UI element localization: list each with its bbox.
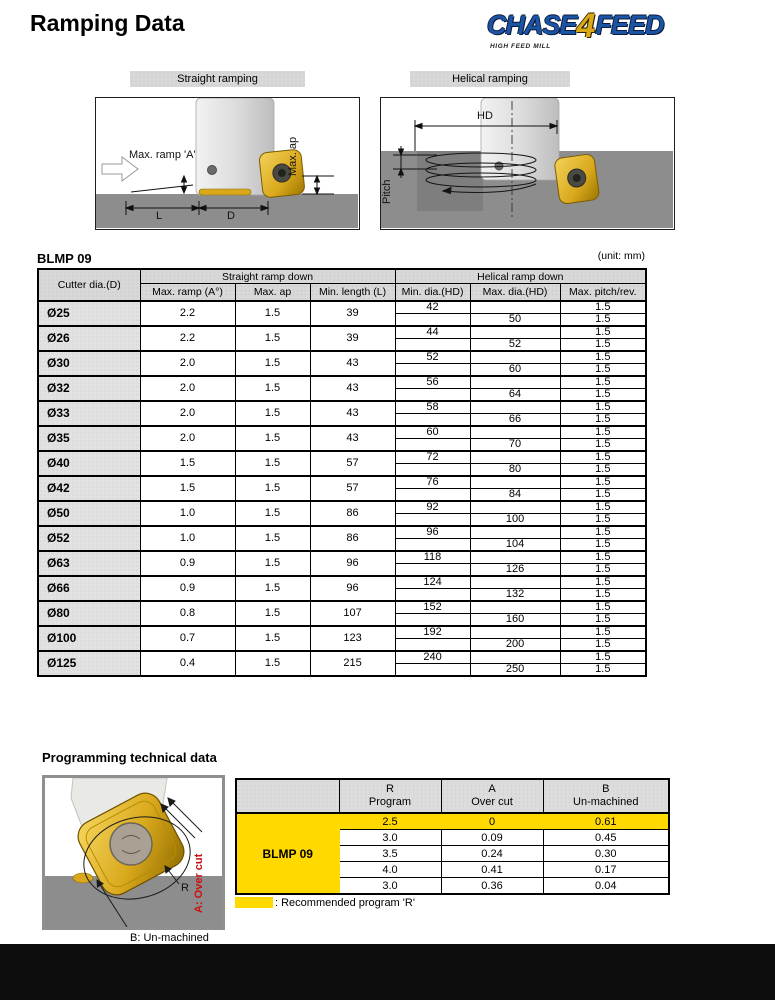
table-cell: 1.5 <box>560 589 646 602</box>
table-cell: 1.5 <box>235 451 310 476</box>
table-cell: 1.5 <box>235 526 310 551</box>
table-cell: 66 <box>470 414 560 427</box>
table-cell: 1.5 <box>235 301 310 326</box>
table-cell: 0 <box>441 813 543 830</box>
table-cell <box>395 414 470 427</box>
table-cell: 1.5 <box>560 489 646 502</box>
table-cell: Ø42 <box>38 476 140 501</box>
table-cell: 1.5 <box>235 576 310 601</box>
table-row <box>38 551 646 564</box>
overcut-annotation: A: Over cut <box>193 853 205 913</box>
table-row <box>38 426 646 439</box>
table-row <box>38 601 646 614</box>
table-cell: 0.45 <box>543 830 669 846</box>
table-header-row <box>38 269 646 284</box>
table-cell: 1.5 <box>560 651 646 664</box>
table-cell: 44 <box>395 326 470 339</box>
table-cell: 0.9 <box>140 576 235 601</box>
table-cell: 1.5 <box>235 626 310 651</box>
table-cell <box>395 489 470 502</box>
table-cell: 1.5 <box>560 389 646 402</box>
table-cell: 96 <box>310 576 395 601</box>
table-cell: 1.5 <box>560 626 646 639</box>
table-cell: 160 <box>470 614 560 627</box>
table-caption <box>37 250 645 266</box>
unmachined-annotation: B: Un-machined <box>130 932 209 944</box>
table-cell <box>470 301 560 314</box>
table-cell: 1.5 <box>560 301 646 314</box>
table-cell: 1.5 <box>560 464 646 477</box>
table-cell: Ø63 <box>38 551 140 576</box>
table-cell: 92 <box>395 501 470 514</box>
table-cell: 240 <box>395 651 470 664</box>
table-cell: 57 <box>310 451 395 476</box>
table-cell <box>395 389 470 402</box>
table-cell: 1.5 <box>235 551 310 576</box>
max-ramp-annotation: Max. ramp 'A' <box>129 149 196 161</box>
table-cell: 0.09 <box>441 830 543 846</box>
table-cell: 43 <box>310 376 395 401</box>
table-row <box>38 401 646 414</box>
logo-text-chase: CHASE <box>487 10 577 40</box>
table-cell: 1.5 <box>140 451 235 476</box>
table-row <box>236 813 669 830</box>
table-cell <box>470 601 560 614</box>
table-header-row <box>236 779 669 813</box>
table-cell: 1.5 <box>560 314 646 327</box>
table-cell: 80 <box>470 464 560 477</box>
table-cell: 1.5 <box>560 539 646 552</box>
table-cell: 3.5 <box>339 846 441 862</box>
table-cell: 52 <box>395 351 470 364</box>
max-ap-annotation: Max. ap <box>287 136 299 176</box>
table-row <box>38 651 646 664</box>
table-cell <box>395 564 470 577</box>
r-annotation: R <box>181 882 189 894</box>
table-cell: 39 <box>310 326 395 351</box>
table-cell <box>395 664 470 677</box>
table-cell: 72 <box>395 451 470 464</box>
table-cell <box>395 439 470 452</box>
table-cell <box>470 576 560 589</box>
col-header-cutter-dia: Cutter dia.(D) <box>38 269 140 301</box>
cutting-insert <box>554 153 600 204</box>
table-cell: 1.5 <box>235 351 310 376</box>
table-cell <box>470 551 560 564</box>
recommended-legend <box>235 897 415 909</box>
ramping-data-table <box>37 268 647 677</box>
bottom-insert <box>199 189 251 195</box>
table-cell: 0.8 <box>140 601 235 626</box>
table-cell: 1.5 <box>560 426 646 439</box>
table-cell: 107 <box>310 601 395 626</box>
table-cell: 84 <box>470 489 560 502</box>
table-cell: 1.5 <box>560 514 646 527</box>
table-cell: 2.2 <box>140 301 235 326</box>
table-cell: 50 <box>470 314 560 327</box>
table-cell: 250 <box>470 664 560 677</box>
table-cell: 132 <box>470 589 560 602</box>
header-line: Program <box>368 796 412 808</box>
header-line: R <box>386 783 394 795</box>
table-cell: 1.5 <box>235 501 310 526</box>
table-cell: 192 <box>395 626 470 639</box>
table-cell: 1.5 <box>560 339 646 352</box>
table-cell <box>470 501 560 514</box>
table-cell <box>470 526 560 539</box>
group-header-straight: Straight ramp down <box>140 269 395 284</box>
table-row <box>38 626 646 639</box>
table-cell: 57 <box>310 476 395 501</box>
straight-ramping-label: Straight ramping <box>130 71 305 87</box>
table-cell: 1.5 <box>235 651 310 676</box>
table-row <box>38 326 646 339</box>
straight-ramping-drawing <box>96 98 358 228</box>
table-cell: 1.5 <box>560 639 646 652</box>
clamp-screw <box>208 166 217 175</box>
legend-text: : Recommended program 'R' <box>275 897 415 909</box>
table-cell <box>395 514 470 527</box>
programming-section-heading: Programming technical data <box>42 750 217 765</box>
table-cell: 1.5 <box>235 601 310 626</box>
table-cell: 1.5 <box>560 326 646 339</box>
table-cell: 43 <box>310 401 395 426</box>
table-cell: Ø66 <box>38 576 140 601</box>
table-row <box>38 501 646 514</box>
table-cell <box>470 376 560 389</box>
table-cell: 0.41 <box>441 862 543 878</box>
header-line: Un-machined <box>573 796 639 808</box>
logo-text-feed: FEED <box>595 10 664 40</box>
programming-diagram <box>42 775 225 930</box>
table-cell: 1.5 <box>560 351 646 364</box>
table-cell: 96 <box>310 551 395 576</box>
table-cell: 39 <box>310 301 395 326</box>
straight-ramping-diagram <box>95 97 360 230</box>
table-cell: 2.0 <box>140 351 235 376</box>
table-cell: 0.36 <box>441 878 543 895</box>
table-cell <box>470 626 560 639</box>
col-header-r-program <box>339 779 441 813</box>
table-cell: 100 <box>470 514 560 527</box>
table-cell: 2.2 <box>140 326 235 351</box>
table-cell: 152 <box>395 601 470 614</box>
group-header-helical: Helical ramp down <box>395 269 646 284</box>
table-cell: 124 <box>395 576 470 589</box>
table-row <box>38 451 646 464</box>
table-cell: 64 <box>470 389 560 402</box>
table-cell <box>470 476 560 489</box>
table-cell: 1.5 <box>560 664 646 677</box>
table-cell: Ø32 <box>38 376 140 401</box>
table-cell: 1.5 <box>560 526 646 539</box>
table-cell: 1.5 <box>560 451 646 464</box>
table-cell <box>395 589 470 602</box>
table-cell: Ø100 <box>38 626 140 651</box>
table-cell: 0.24 <box>441 846 543 862</box>
pitch-annotation: Pitch <box>381 179 393 204</box>
table-row <box>38 476 646 489</box>
col-header-max-ramp: Max. ramp (A°) <box>140 284 235 302</box>
table-cell <box>470 451 560 464</box>
table-cell: 2.5 <box>339 813 441 830</box>
table-cell <box>395 464 470 477</box>
table-cell: 126 <box>470 564 560 577</box>
helical-ramping-diagram <box>380 97 675 230</box>
table-cell: 1.5 <box>560 376 646 389</box>
col-header-max-pitch: Max. pitch/rev. <box>560 284 646 302</box>
table-cell: 200 <box>470 639 560 652</box>
header-line: A <box>488 783 496 795</box>
d-annotation: D <box>227 210 235 222</box>
table-cell: 52 <box>470 339 560 352</box>
table-cell: 118 <box>395 551 470 564</box>
table-cell: 60 <box>395 426 470 439</box>
table-cell <box>470 651 560 664</box>
table-cell: 60 <box>470 364 560 377</box>
table-cell: Ø40 <box>38 451 140 476</box>
table-cell: 4.0 <box>339 862 441 878</box>
table-cell: 3.0 <box>339 878 441 895</box>
table-cell: 0.7 <box>140 626 235 651</box>
table-cell: 1.0 <box>140 526 235 551</box>
table-cell: 43 <box>310 351 395 376</box>
table-cell: 1.5 <box>560 576 646 589</box>
chase4feed-logo <box>487 9 663 51</box>
header-line: Over cut <box>471 796 513 808</box>
table-cell: 1.5 <box>560 551 646 564</box>
table-cell <box>395 614 470 627</box>
table-cell: 0.61 <box>543 813 669 830</box>
table-cell: 0.04 <box>543 878 669 895</box>
table-cell <box>395 364 470 377</box>
table-cell: Ø80 <box>38 601 140 626</box>
insert-screw-hole <box>110 823 152 865</box>
table-cell <box>395 314 470 327</box>
table-cell: 0.9 <box>140 551 235 576</box>
table-cell: Ø125 <box>38 651 140 676</box>
table-cell <box>470 401 560 414</box>
table-cell: 43 <box>310 426 395 451</box>
col-header-empty <box>236 779 339 813</box>
table-cell <box>470 426 560 439</box>
max-ap-dimension <box>302 176 334 194</box>
col-header-min-dia: Min. dia.(HD) <box>395 284 470 302</box>
table-cell: Ø50 <box>38 501 140 526</box>
table-cell: 0.30 <box>543 846 669 862</box>
table-cell: 42 <box>395 301 470 314</box>
table-cell: 0.4 <box>140 651 235 676</box>
table-cell: 1.5 <box>560 364 646 377</box>
table-cell <box>395 639 470 652</box>
table-cell <box>395 539 470 552</box>
table-cell: 123 <box>310 626 395 651</box>
table-cell: 2.0 <box>140 376 235 401</box>
table-cell: 76 <box>395 476 470 489</box>
table-cell: Ø33 <box>38 401 140 426</box>
table-cell: 1.5 <box>235 376 310 401</box>
table-cell: 86 <box>310 526 395 551</box>
helical-ramping-drawing <box>381 98 673 228</box>
table-cell: 1.5 <box>140 476 235 501</box>
col-header-min-length: Min. length (L) <box>310 284 395 302</box>
table-cell: BLMP 09 <box>236 813 339 894</box>
col-header-over-cut <box>441 779 543 813</box>
col-header-max-dia: Max. dia.(HD) <box>470 284 560 302</box>
table-cell: Ø25 <box>38 301 140 326</box>
table-cell <box>470 326 560 339</box>
table-cell: 0.17 <box>543 862 669 878</box>
table-cell: 70 <box>470 439 560 452</box>
table-cell <box>470 351 560 364</box>
table-row <box>38 576 646 589</box>
table-cell: 1.0 <box>140 501 235 526</box>
header-line: B <box>602 783 610 795</box>
table-title: BLMP 09 <box>37 251 92 266</box>
table-row <box>38 301 646 314</box>
bottom-insert <box>73 873 93 883</box>
page-title: Ramping Data <box>30 10 185 36</box>
logo-text-4: 4 <box>576 7 596 45</box>
col-header-unmachined <box>543 779 669 813</box>
table-row <box>38 351 646 364</box>
table-cell: 1.5 <box>235 401 310 426</box>
logo-tagline: HIGH FEED MILL <box>490 43 551 50</box>
page-footer-bar <box>0 944 775 1000</box>
table-cell: 3.0 <box>339 830 441 846</box>
table-cell: Ø26 <box>38 326 140 351</box>
table-cell: 1.5 <box>235 476 310 501</box>
table-cell: 2.0 <box>140 426 235 451</box>
table-cell: 96 <box>395 526 470 539</box>
table-cell: 1.5 <box>560 476 646 489</box>
table-cell: Ø35 <box>38 426 140 451</box>
l-annotation: L <box>156 210 163 222</box>
table-cell: 2.0 <box>140 401 235 426</box>
table-cell: 1.5 <box>235 326 310 351</box>
hd-annotation: HD <box>477 110 493 122</box>
table-cell: 86 <box>310 501 395 526</box>
yellow-swatch-icon <box>235 897 273 908</box>
table-cell: 1.5 <box>560 414 646 427</box>
table-cell: 1.5 <box>560 439 646 452</box>
table-cell: 1.5 <box>560 501 646 514</box>
table-row <box>38 376 646 389</box>
table-cell <box>395 339 470 352</box>
helical-ramping-label: Helical ramping <box>410 71 570 87</box>
table-cell: 56 <box>395 376 470 389</box>
table-row <box>38 526 646 539</box>
table-cell: Ø30 <box>38 351 140 376</box>
programming-table <box>235 778 670 895</box>
table-cell: Ø52 <box>38 526 140 551</box>
table-cell: 215 <box>310 651 395 676</box>
table-cell: 1.5 <box>235 426 310 451</box>
table-cell: 1.5 <box>560 614 646 627</box>
table-cell: 104 <box>470 539 560 552</box>
table-cell: 1.5 <box>560 401 646 414</box>
table-cell: 1.5 <box>560 601 646 614</box>
table-cell: 58 <box>395 401 470 414</box>
col-header-max-ap: Max. ap <box>235 284 310 302</box>
ramp-angle-dimension <box>131 176 193 193</box>
table-cell: 1.5 <box>560 564 646 577</box>
unit-note: (unit: mm) <box>597 250 645 262</box>
